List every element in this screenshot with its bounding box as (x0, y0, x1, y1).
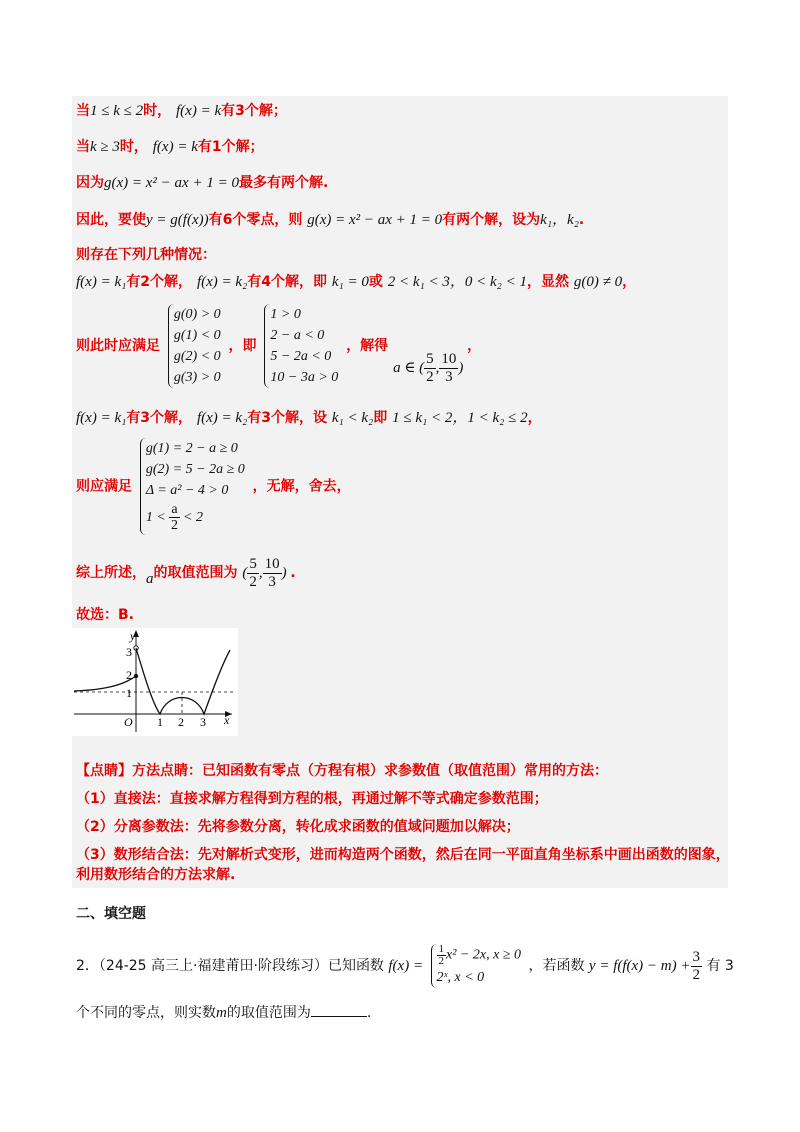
question-2-line-2: 个不同的零点，则实数m的取值范围为 . (76, 1005, 372, 1021)
tip-method-1: （1）直接法：直接求解方程得到方程的根，再通过解不等式确定参数范围； (76, 791, 548, 807)
answer-line: 故选：B. (76, 607, 134, 623)
tip-method-2: （2）分离参数法：先将参数分离，转化成求函数的值域问题加以解决； (76, 819, 520, 835)
svg-text:y: y (130, 629, 136, 643)
svg-text:2: 2 (126, 668, 132, 682)
svg-text:x: x (224, 713, 230, 727)
tip-method-3-cont: 利用数形结合的方法求解. (76, 867, 236, 883)
g-roots-line: 因为g(x) = x² − ax + 1 = 0最多有两个解. (76, 175, 329, 191)
svg-text:1: 1 (126, 686, 132, 700)
svg-text:O: O (124, 715, 133, 729)
case-line-2: 当k ≥ 3时， f(x) = k有1个解； (76, 139, 264, 155)
system-a-conditions: 1 > 0 2 − a < 0 5 − 2a < 0 10 − 3a > 0 (264, 304, 338, 388)
six-zeros-line: 因此，要使y = g(f(x))有6个零点，则 g(x) = x² − ax + 1 = 0有两个解，设为k₁，k₂. (76, 212, 585, 228)
piecewise-definition: $\frac{1}{2}$ x² − 2x, x ≥ 0 2ˣ, x < 0 (431, 944, 521, 988)
cases-intro: 则存在下列几种情况： (76, 247, 216, 263)
section-heading: 二、填空题 (76, 906, 146, 922)
question-2-line-1: 2．（24-25 高三上·福建莆田·阶段练习）已知函数 f(x) = $\frac{1}{2}$ x² − 2x, x ≥ 0 2ˣ, x < 0 ，若函数 y = f(f(x) − m) + $\frac{3}{2}$ 有 3 (76, 944, 734, 988)
svg-text:2: 2 (178, 715, 184, 729)
system-case-b: g(1) = 2 − a ≥ 0 g(2) = 5 − 2a ≥ 0 Δ = a² − 4 > 0 1 < $\frac{a}{2}$ < 2 (140, 438, 245, 535)
conclusion-line: 综上所述，a的取值范围为 ( $\frac{5}{2}$ , $\frac{10}{3}$ ) . (76, 556, 296, 590)
tip-heading: 【点睛】方法点睛：已知函数有零点（方程有根）求参数值（取值范围）常用的方法： (76, 763, 608, 779)
tip-method-3: （3）数形结合法：先对解析式变形，进而构造两个函数，然后在同一平面直角坐标系中画出函数的图象， (76, 847, 730, 863)
case-line-1: 当1 ≤ k ≤ 2时， f(x) = k有3个解； (76, 103, 287, 119)
case-a-conditions: 则此时应满足 g(0) > 0 g(1) < 0 g(2) < 0 g(3) > 0 ，即 1 > 0 2 − a < 0 5 − 2a < 0 10 − 3a > 0 ，解得 a ∈ ( $\frac{5}{2}$ , $\frac{10}{3}$ ) ， (76, 304, 481, 388)
final-interval: ( $\frac{5}{2}$ , $\frac{10}{3}$ ) (242, 556, 287, 590)
solution-interval: a ∈ ( $\frac{5}{2}$ , $\frac{10}{3}$ ) (393, 351, 464, 386)
system-g-conditions: g(0) > 0 g(1) < 0 g(2) < 0 g(3) > 0 (168, 304, 221, 388)
answer-blank[interactable] (311, 1016, 367, 1017)
case-b-line: f(x) = k₁有3个解， f(x) = k₂有3个解，设 k₁ < k₂即 1 ≤ k₁ < 2，1 < k₂ ≤ 2， (76, 410, 542, 426)
svg-text:3: 3 (200, 715, 206, 729)
svg-text:1: 1 (157, 715, 163, 729)
svg-text:3: 3 (126, 645, 132, 659)
case-a-line: f(x) = k₁有2个解， f(x) = k₂有4个解，即 k₁ = 0或 2 < k₁ < 3，0 < k₂ < 1，显然 g(0) ≠ 0， (76, 274, 637, 290)
function-graph (72, 628, 238, 736)
case-b-conditions: 则应满足 g(1) = 2 − a ≥ 0 g(2) = 5 − 2a ≥ 0 Δ = a² − 4 > 0 1 < $\frac{a}{2}$ < 2 ，无解，舍去， (76, 438, 351, 535)
